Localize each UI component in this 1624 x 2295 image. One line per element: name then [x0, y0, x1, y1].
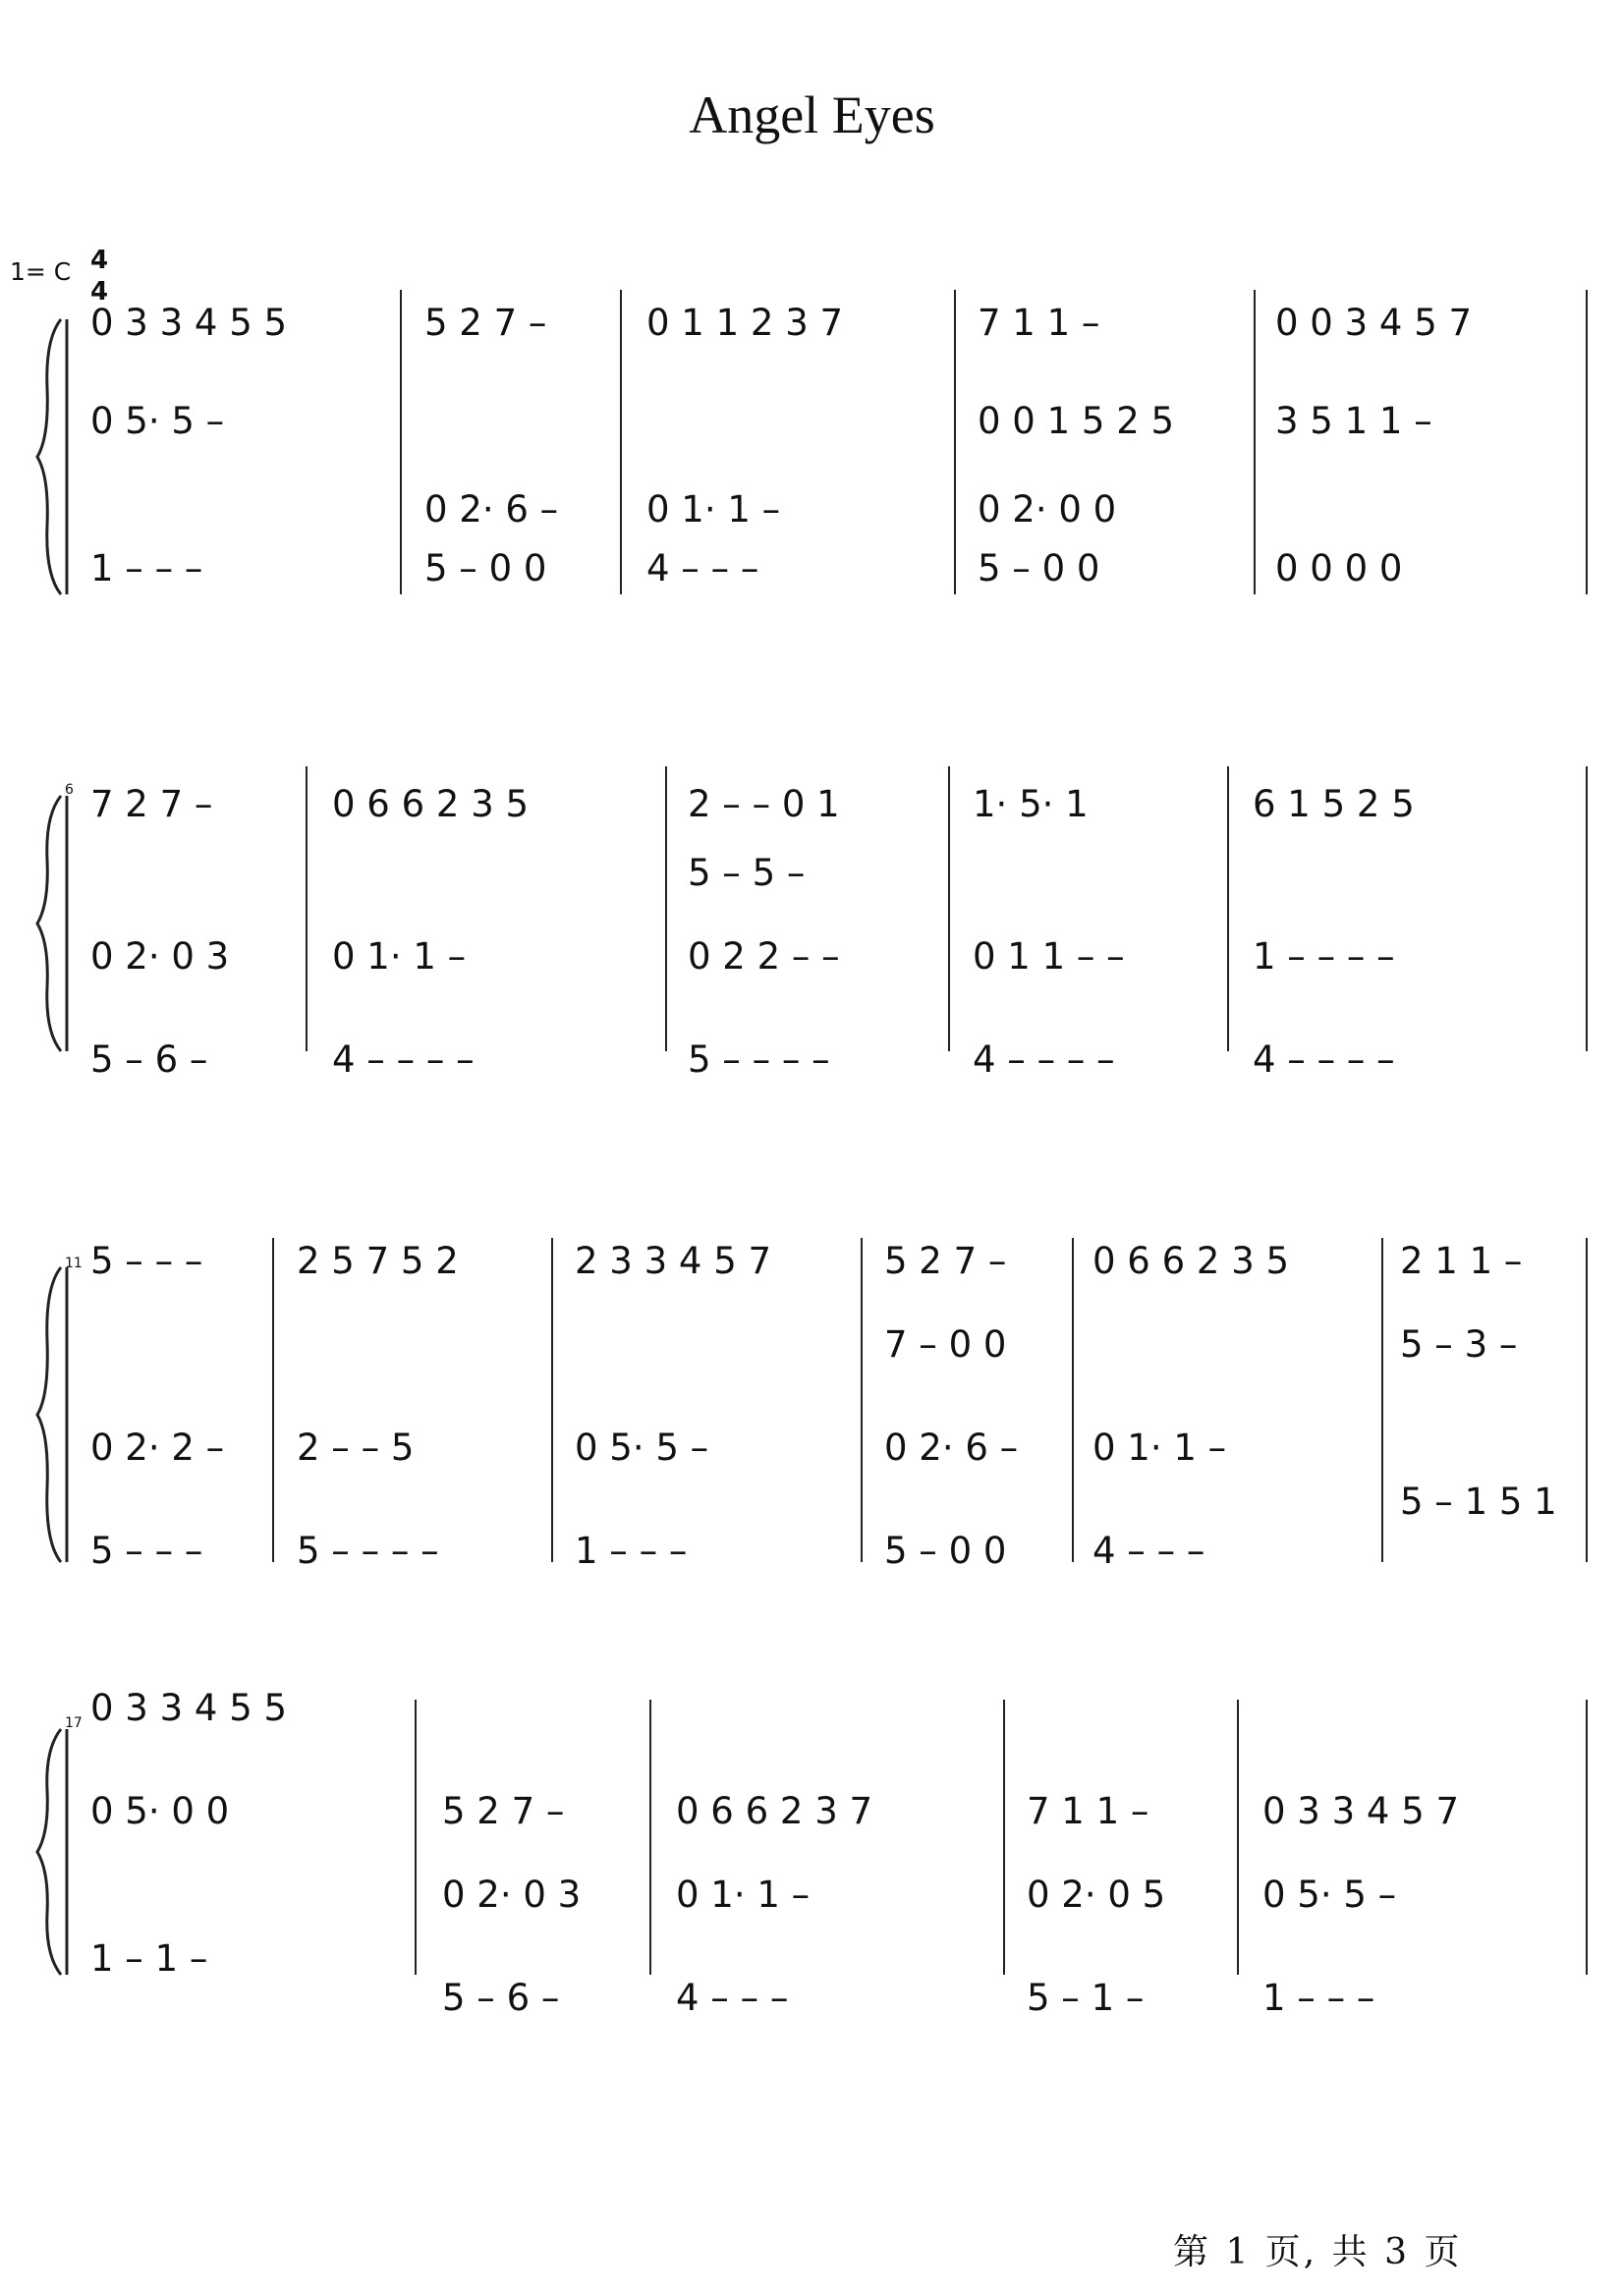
measure-voice: 4 – – – –	[1253, 1038, 1395, 1081]
measure-voice: 1 – – – –	[1253, 935, 1395, 978]
measure-voice: 5 2 7 –	[884, 1240, 1007, 1282]
measure-voice: 0 5· 5 –	[575, 1427, 709, 1469]
measure-voice: 3 5 1 1 –	[1275, 400, 1432, 442]
measure-voice: 0 1 1 2 3 7	[646, 302, 844, 344]
measure-voice: 0 0 0 0	[1275, 547, 1403, 589]
time-signature-bottom: 4	[90, 277, 109, 307]
measure-voice: 4 – – –	[676, 1977, 789, 2019]
measure-number: 17	[65, 1715, 83, 1731]
measure-voice: 0 6 6 2 3 5	[332, 783, 530, 825]
measure-voice: 5 – 3 –	[1400, 1323, 1518, 1366]
measure-voice: 1 – – –	[1262, 1977, 1375, 2019]
measure-voice: 4 – – –	[646, 547, 759, 589]
measure-voice: 5 – 6 –	[442, 1977, 560, 2019]
measure-number: 11	[65, 1256, 83, 1271]
measure-voice: 2 3 3 4 5 7	[575, 1240, 772, 1282]
measure-voice: 0 0 1 5 2 5	[978, 400, 1175, 442]
measure-voice: 7 – 0 0	[884, 1323, 1007, 1366]
measure-voice: 0 5· 5 –	[90, 400, 225, 442]
measure-voice: 7 1 1 –	[1027, 1790, 1149, 1832]
measure-voice: 0 3 3 4 5 7	[1262, 1790, 1460, 1832]
measure-voice: 0 5· 0 0	[90, 1790, 230, 1832]
measure-voice: 0 2· 6 –	[424, 488, 559, 531]
measure-voice: 5 – 0 0	[978, 547, 1100, 589]
measure-voice: 0 3 3 4 5 5	[90, 302, 288, 344]
measure-voice: 5 – 0 0	[884, 1530, 1007, 1572]
song-title: Angel Eyes	[689, 85, 935, 144]
measure-voice: 0 2· 0 3	[442, 1874, 582, 1916]
measure-voice: 2 – – 5	[297, 1427, 415, 1469]
measure-voice: 1 – 1 –	[90, 1937, 208, 1980]
measure-voice: 1 – – –	[575, 1530, 688, 1572]
measure-voice: 4 – – – –	[973, 1038, 1115, 1081]
grand-staff-brace	[37, 1729, 61, 1975]
measure-voice: 0 3 3 4 5 5	[90, 1687, 288, 1729]
measure-voice: 0 1· 1 –	[1092, 1427, 1227, 1469]
measure-voice: 0 2· 2 –	[90, 1427, 225, 1469]
measure-voice: 0 1· 1 –	[646, 488, 781, 531]
measure-voice: 5 – 0 0	[424, 547, 547, 589]
measure-voice: 0 2· 6 –	[884, 1427, 1019, 1469]
grand-staff-brace	[37, 796, 61, 1051]
measure-voice: 5 – – –	[90, 1530, 203, 1572]
measure-voice: 4 – – – –	[332, 1038, 475, 1081]
measure-voice: 4 – – –	[1092, 1530, 1205, 1572]
measure-voice: 5 – 1 5 1	[1400, 1481, 1557, 1523]
measure-voice: 0 1· 1 –	[676, 1874, 811, 1916]
measure-voice: 0 2· 0 0	[978, 488, 1117, 531]
measure-voice: 1· 5· 1	[973, 783, 1089, 825]
measure-voice: 0 0 3 4 5 7	[1275, 302, 1473, 344]
key-signature: 1= C	[10, 257, 72, 286]
measure-voice: 0 2· 0 3	[90, 935, 230, 978]
measure-voice: 5 – – – –	[688, 1038, 830, 1081]
measure-voice: 0 1· 1 –	[332, 935, 467, 978]
measure-voice: 5 – – – –	[297, 1530, 439, 1572]
grand-staff-brace	[37, 319, 61, 594]
grand-staff-brace	[37, 1267, 61, 1562]
measure-voice: 5 2 7 –	[442, 1790, 565, 1832]
measure-voice: 6 1 5 2 5	[1253, 783, 1415, 825]
measure-voice: 0 6 6 2 3 7	[676, 1790, 873, 1832]
measure-voice: 5 – 6 –	[90, 1038, 208, 1081]
measure-voice: 0 5· 5 –	[1262, 1874, 1397, 1916]
measure-voice: 0 1 1 – –	[973, 935, 1125, 978]
measure-voice: 2 – – 0 1	[688, 783, 840, 825]
time-signature-top: 4	[90, 246, 109, 275]
measure-voice: 5 – 1 –	[1027, 1977, 1145, 2019]
measure-voice: 2 5 7 5 2	[297, 1240, 459, 1282]
measure-voice: 5 2 7 –	[424, 302, 547, 344]
measure-voice: 5 – – –	[90, 1240, 203, 1282]
measure-voice: 2 1 1 –	[1400, 1240, 1523, 1282]
measure-voice: 0 2 2 – –	[688, 935, 840, 978]
page-footer: 第 1 页, 共 3 页	[1173, 2232, 1463, 2272]
measure-voice: 0 2· 0 5	[1027, 1874, 1166, 1916]
measure-voice: 0 6 6 2 3 5	[1092, 1240, 1290, 1282]
measure-voice: 7 2 7 –	[90, 783, 213, 825]
measure-voice: 5 – 5 –	[688, 852, 806, 894]
measure-voice: 1 – – –	[90, 547, 203, 589]
measure-number: 6	[65, 782, 74, 798]
measure-voice: 7 1 1 –	[978, 302, 1100, 344]
